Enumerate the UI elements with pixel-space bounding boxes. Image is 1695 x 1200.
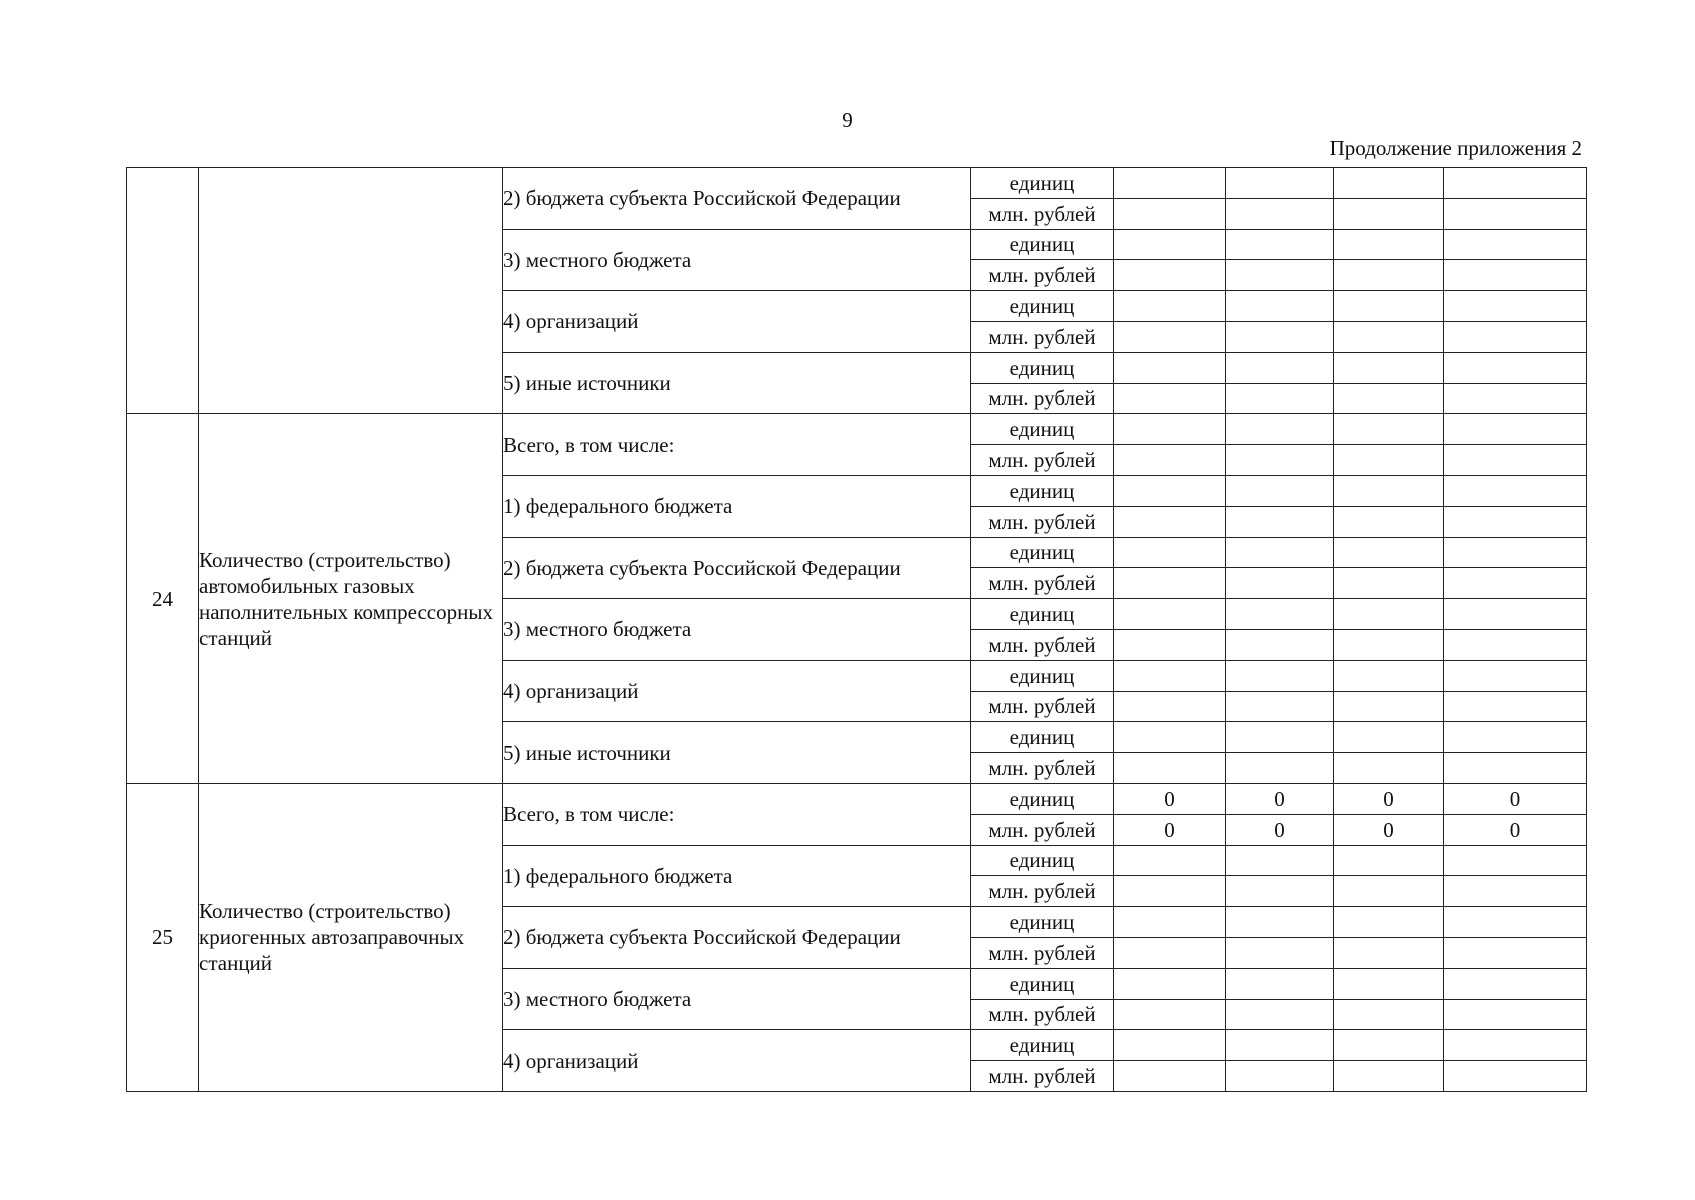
value-cell — [1334, 168, 1444, 199]
value-cell — [1114, 722, 1226, 753]
unit-money: млн. рублей — [971, 321, 1114, 352]
funding-source: 5) иные источники — [503, 722, 971, 784]
value-cell — [1444, 968, 1587, 999]
unit-count: единиц — [971, 660, 1114, 691]
value-cell — [1114, 506, 1226, 537]
unit-count: единиц — [971, 722, 1114, 753]
unit-money: млн. рублей — [971, 198, 1114, 229]
unit-count: единиц — [971, 599, 1114, 630]
unit-count: единиц — [971, 414, 1114, 445]
unit-money: млн. рублей — [971, 876, 1114, 907]
value-cell — [1444, 568, 1587, 599]
value-cell — [1444, 383, 1587, 414]
value-cell — [1334, 691, 1444, 722]
value-cell — [1334, 845, 1444, 876]
funding-source: 3) местного бюджета — [503, 599, 971, 661]
value-cell — [1444, 168, 1587, 199]
value-cell — [1444, 907, 1587, 938]
unit-money: млн. рублей — [971, 506, 1114, 537]
value-cell — [1334, 999, 1444, 1030]
value-cell — [1226, 968, 1334, 999]
value-cell — [1334, 506, 1444, 537]
value-cell — [1114, 845, 1226, 876]
table-row — [127, 414, 1587, 445]
value-cell — [1226, 321, 1334, 352]
value-cell — [1334, 660, 1444, 691]
funding-source: 4) организаций — [503, 291, 971, 353]
value-cell — [1444, 937, 1587, 968]
value-cell — [1114, 445, 1226, 476]
indicator-cell — [199, 414, 503, 784]
value-cell — [1114, 260, 1226, 291]
value-cell — [1114, 968, 1226, 999]
value-cell — [1444, 414, 1587, 445]
value-cell — [1114, 876, 1226, 907]
value-cell — [1444, 1030, 1587, 1061]
funding-source: 3) местного бюджета — [503, 968, 971, 1030]
value-cell — [1334, 260, 1444, 291]
table-row — [127, 783, 1587, 814]
value-cell — [1226, 876, 1334, 907]
value-cell — [1226, 629, 1334, 660]
unit-count: единиц — [971, 291, 1114, 322]
unit-count: единиц — [971, 168, 1114, 199]
value-cell — [1334, 383, 1444, 414]
table-row — [127, 168, 1587, 199]
value-cell: 0 — [1114, 814, 1226, 845]
value-cell — [1114, 937, 1226, 968]
value-cell — [1114, 907, 1226, 938]
value-cell — [1114, 321, 1226, 352]
value-cell — [1334, 291, 1444, 322]
value-cell — [1334, 629, 1444, 660]
row-number: 25 — [127, 783, 199, 1091]
value-cell — [1114, 1030, 1226, 1061]
value-cell — [1226, 445, 1334, 476]
value-cell — [1334, 1061, 1444, 1092]
value-cell — [1444, 876, 1587, 907]
value-cell — [1226, 845, 1334, 876]
value-cell: 0 — [1226, 814, 1334, 845]
value-cell — [1444, 1061, 1587, 1092]
value-cell — [1114, 629, 1226, 660]
unit-money: млн. рублей — [971, 629, 1114, 660]
value-cell — [1334, 722, 1444, 753]
funding-source: 2) бюджета субъекта Российской Федерации — [503, 537, 971, 599]
value-cell — [1444, 845, 1587, 876]
value-cell — [1444, 599, 1587, 630]
value-cell — [1226, 722, 1334, 753]
value-cell — [1226, 291, 1334, 322]
value-cell — [1226, 907, 1334, 938]
value-cell — [1334, 352, 1444, 383]
value-cell — [1444, 229, 1587, 260]
value-cell — [1444, 722, 1587, 753]
row-number — [127, 168, 199, 414]
indicator-cell — [199, 783, 503, 1091]
value-cell — [1226, 506, 1334, 537]
unit-money: млн. рублей — [971, 814, 1114, 845]
funding-source: 5) иные источники — [503, 352, 971, 414]
value-cell — [1114, 660, 1226, 691]
unit-money: млн. рублей — [971, 937, 1114, 968]
value-cell — [1444, 260, 1587, 291]
unit-count: единиц — [971, 537, 1114, 568]
value-cell — [1334, 937, 1444, 968]
value-cell — [1334, 321, 1444, 352]
value-cell — [1226, 753, 1334, 784]
value-cell — [1444, 506, 1587, 537]
funding-source: 1) федерального бюджета — [503, 475, 971, 537]
unit-money: млн. рублей — [971, 445, 1114, 476]
row-number: 24 — [127, 414, 199, 784]
value-cell — [1334, 907, 1444, 938]
value-cell — [1444, 691, 1587, 722]
value-cell — [1114, 414, 1226, 445]
budget-table — [126, 167, 1587, 1092]
value-cell — [1114, 753, 1226, 784]
value-cell — [1226, 691, 1334, 722]
value-cell — [1226, 475, 1334, 506]
value-cell — [1444, 445, 1587, 476]
unit-money: млн. рублей — [971, 383, 1114, 414]
value-cell — [1444, 753, 1587, 784]
value-cell — [1444, 999, 1587, 1030]
value-cell — [1334, 537, 1444, 568]
value-cell — [1334, 753, 1444, 784]
indicator-name: Количество (строительство) автомобильных газовых наполнительных компрессорных станций — [199, 547, 493, 650]
value-cell — [1226, 260, 1334, 291]
unit-money: млн. рублей — [971, 999, 1114, 1030]
unit-count: единиц — [971, 783, 1114, 814]
value-cell — [1226, 198, 1334, 229]
value-cell: 0 — [1334, 814, 1444, 845]
value-cell — [1226, 599, 1334, 630]
value-cell — [1444, 352, 1587, 383]
indicator-cell — [199, 168, 503, 414]
value-cell — [1226, 1030, 1334, 1061]
value-cell — [1114, 475, 1226, 506]
value-cell — [1444, 321, 1587, 352]
unit-money: млн. рублей — [971, 1061, 1114, 1092]
value-cell — [1114, 691, 1226, 722]
value-cell: 0 — [1444, 783, 1587, 814]
value-cell — [1226, 383, 1334, 414]
value-cell — [1226, 660, 1334, 691]
value-cell — [1226, 1061, 1334, 1092]
value-cell — [1226, 414, 1334, 445]
value-cell — [1226, 229, 1334, 260]
value-cell — [1114, 383, 1226, 414]
value-cell — [1226, 999, 1334, 1030]
value-cell — [1334, 198, 1444, 229]
funding-source: 4) организаций — [503, 1030, 971, 1092]
funding-source: 2) бюджета субъекта Российской Федерации — [503, 907, 971, 969]
value-cell — [1114, 168, 1226, 199]
value-cell — [1444, 629, 1587, 660]
value-cell — [1334, 968, 1444, 999]
value-cell — [1226, 537, 1334, 568]
funding-source: 1) федерального бюджета — [503, 845, 971, 907]
funding-source: 3) местного бюджета — [503, 229, 971, 291]
value-cell — [1334, 1030, 1444, 1061]
appendix-continuation-label: Продолжение приложения 2 — [1329, 136, 1582, 160]
unit-count: единиц — [971, 907, 1114, 938]
value-cell — [1226, 352, 1334, 383]
value-cell — [1114, 599, 1226, 630]
value-cell: 0 — [1334, 783, 1444, 814]
value-cell — [1114, 999, 1226, 1030]
value-cell — [1114, 291, 1226, 322]
unit-count: единиц — [971, 968, 1114, 999]
unit-count: единиц — [971, 352, 1114, 383]
unit-money: млн. рублей — [971, 691, 1114, 722]
value-cell — [1114, 1061, 1226, 1092]
value-cell: 0 — [1226, 783, 1334, 814]
page-number: 9 — [842, 108, 853, 132]
value-cell — [1226, 937, 1334, 968]
value-cell — [1444, 537, 1587, 568]
value-cell — [1444, 660, 1587, 691]
value-cell — [1334, 445, 1444, 476]
value-cell — [1114, 229, 1226, 260]
funding-source: Всего, в том числе: — [503, 414, 971, 476]
value-cell — [1444, 475, 1587, 506]
unit-money: млн. рублей — [971, 753, 1114, 784]
unit-count: единиц — [971, 229, 1114, 260]
value-cell — [1114, 537, 1226, 568]
value-cell — [1334, 229, 1444, 260]
value-cell — [1444, 198, 1587, 229]
unit-count: единиц — [971, 1030, 1114, 1061]
unit-count: единиц — [971, 845, 1114, 876]
value-cell — [1334, 414, 1444, 445]
value-cell — [1334, 475, 1444, 506]
indicator-name: Количество (строительство) криогенных автозаправочных станций — [199, 899, 465, 976]
value-cell: 0 — [1444, 814, 1587, 845]
unit-count: единиц — [971, 475, 1114, 506]
funding-source: 4) организаций — [503, 660, 971, 722]
value-cell — [1114, 568, 1226, 599]
value-cell — [1334, 876, 1444, 907]
value-cell — [1226, 168, 1334, 199]
value-cell — [1114, 198, 1226, 229]
funding-source: Всего, в том числе: — [503, 783, 971, 845]
value-cell: 0 — [1114, 783, 1226, 814]
value-cell — [1334, 599, 1444, 630]
value-cell — [1114, 352, 1226, 383]
unit-money: млн. рублей — [971, 260, 1114, 291]
funding-source: 2) бюджета субъекта Российской Федерации — [503, 168, 971, 230]
value-cell — [1334, 568, 1444, 599]
unit-money: млн. рублей — [971, 568, 1114, 599]
value-cell — [1226, 568, 1334, 599]
value-cell — [1444, 291, 1587, 322]
